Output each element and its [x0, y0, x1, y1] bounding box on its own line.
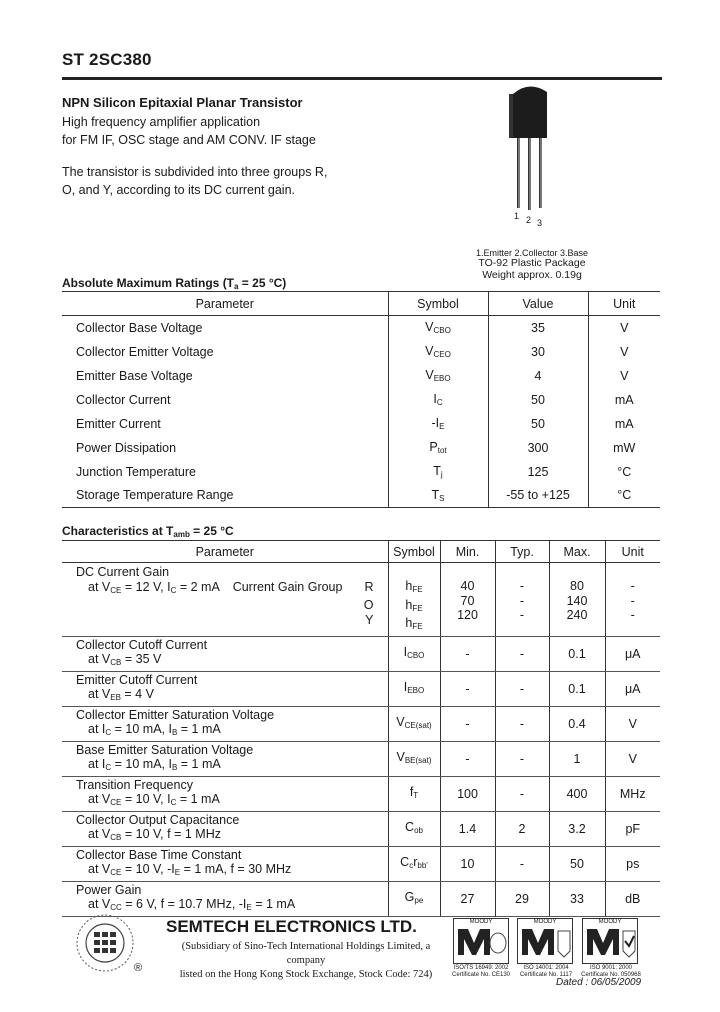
param-condition: at $V_{CE} = 10$ V, $-I_E = 1$ mA, f = 30 MHz: [88, 861, 292, 877]
unit: V: [620, 320, 629, 335]
unit-value: pF: [605, 811, 660, 846]
param-name: Collector Base Voltage: [62, 316, 388, 340]
symbol: $V_{CE(sat)}$: [388, 706, 440, 741]
cert-iso14001: MOODY: [517, 918, 573, 964]
param-condition: at $V_{CC} = 6$ V, f = 10.7 MHz, $-I_E = 1$ mA: [88, 896, 296, 912]
table-row: [62, 412, 660, 436]
col-symbol: Symbol: [388, 541, 440, 563]
description-line: The transistor is subdivided into three groups R,: [62, 165, 328, 179]
to92-package-drawing: [495, 82, 565, 232]
unit: mW: [613, 440, 636, 455]
company-name: SEMTECH ELECTRONICS LTD.: [166, 917, 417, 936]
param-name: Power Dissipation: [62, 436, 388, 460]
min-value: 70: [460, 593, 475, 608]
gain-group-o: O: [363, 598, 374, 612]
symbol: $G_{pe}$: [388, 881, 440, 916]
cert-standard: ISO 14001: 2004: [523, 965, 569, 971]
header-rule: [62, 77, 662, 80]
col-unit: Unit: [588, 292, 660, 316]
typ-value: -: [495, 846, 549, 881]
value: 50: [488, 388, 588, 412]
max-value: 0.4: [549, 706, 605, 741]
max-value: 240: [566, 608, 588, 622]
symbol: $I_C$: [388, 388, 488, 412]
table-row: [62, 706, 660, 741]
chars-title: Characteristics at $T_{amb} = 25$ °C: [62, 524, 234, 539]
col-unit: Unit: [605, 541, 660, 563]
table-row: [62, 316, 660, 340]
table-row: [62, 484, 660, 508]
unit-value: -: [630, 593, 635, 608]
description-line: for FM IF, OSC stage and AM CONV. IF stage: [62, 133, 316, 147]
moody-m-logo: [518, 925, 572, 959]
col-min: Min.: [440, 541, 495, 563]
symbol: $I_{EBO}$: [388, 671, 440, 706]
min-value: -: [440, 671, 495, 706]
table-row-dc-gain: [62, 563, 660, 637]
param-name: Collector Current: [62, 388, 388, 412]
param-name: Collector Base Time Constant: [76, 847, 242, 862]
cert-number: Certificate No. CE130: [451, 972, 511, 978]
typ-value: 2: [495, 811, 549, 846]
param-name: Power Gain: [76, 882, 142, 897]
cert-standard: ISO/TS 16949: 2002: [453, 965, 509, 971]
gain-group-label: Current Gain Group: [232, 579, 343, 594]
param-name: DC Current Gain: [76, 565, 170, 579]
value: 4: [488, 364, 588, 388]
value: 50: [488, 412, 588, 436]
pin-legend: 1.Emitter 2.Collector 3.Base: [475, 248, 589, 258]
min-value: 10: [440, 846, 495, 881]
typ-value: -: [519, 593, 525, 608]
unit-value: ps: [605, 846, 660, 881]
param-name: Collector Cutoff Current: [76, 637, 208, 652]
param-condition: at $V_{CE} = 12$ V, $I_C = 2$ mA: [88, 579, 220, 595]
description-line: O, and Y, according to its DC current gain.: [62, 183, 295, 197]
value: -55 to +125: [488, 484, 588, 508]
param-name: Collector Output Capacitance: [76, 812, 240, 827]
table-row: [62, 460, 660, 484]
abs-max-table: [62, 291, 660, 508]
col-symbol: Symbol: [388, 292, 488, 316]
symbol: $f_T$: [388, 776, 440, 811]
package-type: TO-92 Plastic Package: [478, 257, 586, 269]
cert-number: Certificate No. 050968: [581, 972, 641, 978]
cert-standard: ISO 9001: 2000: [589, 965, 633, 971]
cert-ts16949: MOODY: [453, 918, 509, 964]
symbol: $h_{FE}$: [405, 579, 423, 594]
col-parameter: Parameter: [62, 292, 388, 316]
param-condition: at $I_C = 10$ mA, $I_B = 1$ mA: [88, 756, 221, 772]
col-parameter: Parameter: [62, 541, 388, 563]
param-condition: at $V_{CB} = 10$ V, f = 1 MHz: [88, 826, 221, 842]
param-condition: at $V_{EB} = 4$ V: [88, 686, 154, 702]
typ-value: -: [495, 741, 549, 776]
unit-value: μA: [605, 671, 660, 706]
dated: Dated : 06/05/2009: [556, 977, 642, 988]
table-header-row: [62, 292, 660, 316]
param-condition: at $V_{CB} = 35$ V: [88, 651, 162, 667]
symbol: $T_S$: [388, 484, 488, 508]
min-value: -: [440, 706, 495, 741]
min-value: 40: [460, 579, 475, 593]
table-row: [62, 671, 660, 706]
value: 35: [488, 316, 588, 340]
unit-value: MHz: [605, 776, 660, 811]
part-number: ST 2SC380: [62, 50, 152, 69]
moody-m-logo: [454, 925, 508, 959]
min-value: 100: [440, 776, 495, 811]
param-name: Emitter Current: [62, 412, 388, 436]
value: 125: [488, 460, 588, 484]
table-header-row: [62, 541, 660, 563]
max-value: 3.2: [549, 811, 605, 846]
typ-value: -: [495, 776, 549, 811]
cert-number: Certificate No. 1117: [519, 972, 573, 978]
max-value: 50: [549, 846, 605, 881]
unit-value: dB: [605, 881, 660, 916]
symbol: $I_{CBO}$: [388, 636, 440, 671]
typ-value: -: [495, 706, 549, 741]
unit: V: [620, 344, 629, 359]
param-name: Emitter Base Voltage: [62, 364, 388, 388]
unit: °C: [617, 464, 632, 479]
unit: °C: [617, 488, 632, 503]
min-value: 1.4: [440, 811, 495, 846]
cert-iso9001: MOODY: [582, 918, 638, 964]
unit-value: -: [630, 608, 635, 622]
col-typ: Typ.: [495, 541, 549, 563]
param-name: Storage Temperature Range: [62, 484, 388, 508]
abs-max-title: Absolute Maximum Ratings ($T_a = 25$ °C): [62, 276, 287, 291]
symbol: $h_{FE}$: [405, 597, 423, 613]
table-row: [62, 881, 660, 916]
symbol: $T_j$: [388, 460, 488, 484]
param-name: Transition Frequency: [76, 777, 193, 792]
max-value: 80: [570, 579, 584, 593]
symbol: $-I_E$: [388, 412, 488, 436]
semtech-logo: [74, 912, 136, 974]
param-name: Base Emitter Saturation Voltage: [76, 742, 254, 757]
max-value: 0.1: [549, 636, 605, 671]
symbol: $V_{CBO}$: [388, 316, 488, 340]
col-max: Max.: [549, 541, 605, 563]
param-name: Collector Emitter Voltage: [62, 340, 388, 364]
min-value: 27: [440, 881, 495, 916]
symbol: $V_{CEO}$: [388, 340, 488, 364]
table-row: [62, 636, 660, 671]
max-value: 1: [549, 741, 605, 776]
typ-value: 29: [495, 881, 549, 916]
symbol: $V_{EBO}$: [388, 364, 488, 388]
value: 300: [488, 436, 588, 460]
unit: mA: [614, 416, 634, 431]
typ-value: -: [519, 608, 525, 622]
symbol: $P_{tot}$: [388, 436, 488, 460]
value: 30: [488, 340, 588, 364]
pin-label: 3: [537, 218, 543, 228]
max-value: 0.1: [549, 671, 605, 706]
param-condition: at $I_C = 10$ mA, $I_B = 1$ mA: [88, 721, 221, 737]
param-name: Emitter Cutoff Current: [76, 672, 198, 687]
unit: mA: [614, 392, 634, 407]
param-name: Junction Temperature: [62, 460, 388, 484]
registered-mark: ®: [134, 962, 143, 974]
min-value: -: [440, 636, 495, 671]
gain-group-r: R: [364, 579, 374, 594]
gain-group-y: Y: [365, 612, 374, 627]
symbol: $h_{FE}$: [405, 616, 423, 631]
symbol: $C_cr_{bb'}$: [388, 846, 440, 881]
table-row: [62, 388, 660, 412]
table-row: [62, 364, 660, 388]
min-value: 120: [457, 608, 478, 622]
symbol: $C_{ob}$: [388, 811, 440, 846]
table-row: [62, 741, 660, 776]
max-value: 140: [566, 593, 588, 608]
table-row: [62, 846, 660, 881]
device-subtitle: NPN Silicon Epitaxial Planar Transistor: [62, 95, 303, 110]
typ-value: -: [495, 636, 549, 671]
max-value: 33: [549, 881, 605, 916]
pin-label: 2: [526, 215, 532, 225]
moody-m-logo: [583, 925, 637, 959]
unit-value: V: [605, 741, 660, 776]
table-row: [62, 436, 660, 460]
pin-label: 1: [514, 211, 520, 221]
company-subsidiary: (Subsidiary of Sino-Tech International Holdings Limited, a company listed on the Hong Kong Stock Exchange, Stock Code: 724): [179, 941, 433, 980]
symbol: $V_{BE(sat)}$: [388, 741, 440, 776]
param-condition: at $V_{CE} = 10$ V, $I_C = 1$ mA: [88, 791, 220, 807]
unit: V: [620, 368, 629, 383]
unit-value: μA: [605, 636, 660, 671]
typ-value: -: [519, 579, 525, 593]
description-line: High frequency amplifier application: [62, 115, 261, 129]
table-row: [62, 340, 660, 364]
param-name: Collector Emitter Saturation Voltage: [76, 707, 275, 722]
max-value: 400: [549, 776, 605, 811]
table-row: [62, 776, 660, 811]
package-weight: Weight approx. 0.19g: [482, 269, 582, 281]
unit-value: -: [630, 579, 635, 593]
table-row: [62, 811, 660, 846]
characteristics-table: [62, 540, 660, 917]
unit-value: V: [605, 706, 660, 741]
col-value: Value: [488, 292, 588, 316]
typ-value: -: [495, 671, 549, 706]
min-value: -: [440, 741, 495, 776]
